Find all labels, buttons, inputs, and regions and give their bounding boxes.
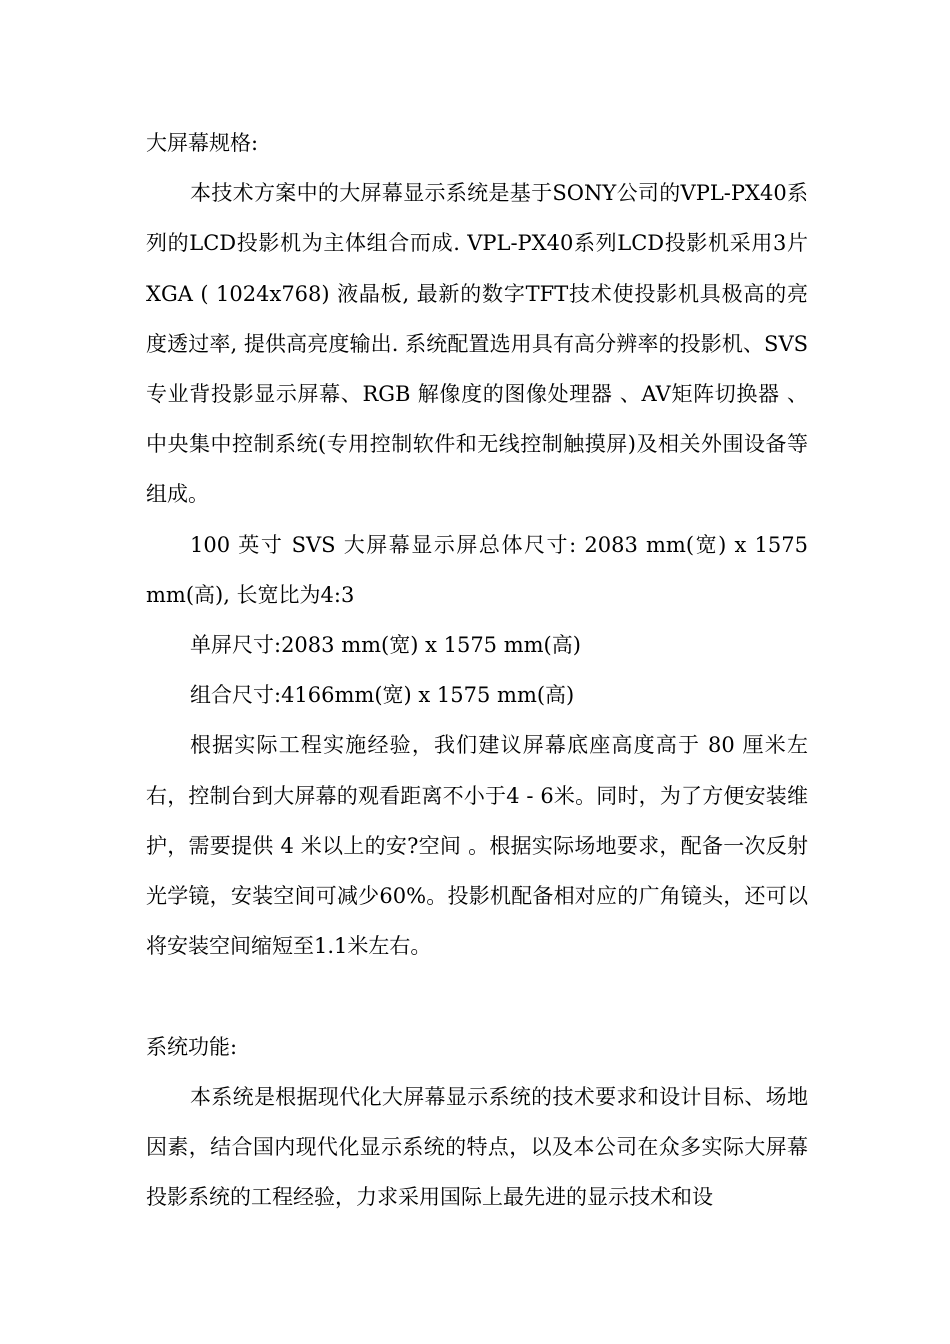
paragraph-system-functions: 本系统是根据现代化大屏幕显示系统的技术要求和设计目标、场地因素，结合国内现代化显示系统的特点，以及本公司在众多实际大屏幕投影系统的工程经验，力求采用国际上最先进的显示技术和设: [146, 1084, 808, 1210]
section-heading-functions: 系统功能:: [146, 1034, 238, 1059]
paragraph-system-overview: 本技术方案中的大屏幕显示系统是基于SONY公司的VPL-PX40系列的LCD投影机为主体组合而成. VPL-PX40系列LCD投影机采用3片XGA ( 1024x768) 液晶板, 最新的数字TFT技术使投影机具极高的亮度透过率, 提供高亮度输出. 系统配置选用具有高分辨率的投影机、SVS 专业背投影显示屏幕、RGB 解像度的图像处理器 、AV矩阵切换器 、中央集中控制系统(专用控制软件和无线控制触摸屏)及相关外围设备等组成。: [146, 181, 808, 507]
section-heading-specs: 大屏幕规格:: [146, 131, 259, 155]
paragraph-combined-size: 组合尺寸:4166mm(宽) x 1575 mm(高): [190, 683, 575, 708]
section-spacer: [146, 971, 808, 1021]
paragraph-overall-size: 100 英寸 SVS 大屏幕显示屏总体尺寸: 2083 mm(宽) x 1575 mm(高), 长宽比为4:3: [146, 532, 808, 607]
document-body: [146, 118, 808, 1222]
paragraph-single-screen-size: 单屏尺寸:2083 mm(宽) x 1575 mm(高): [190, 633, 581, 658]
paragraph-installation: 根据实际工程实施经验，我们建议屏幕底座高度高于 80 厘米左右，控制台到大屏幕的观看距离不小于4 - 6米。同时，为了方便安装维护，需要提供 4 米以上的安?空间 。根据实际场地要求，配备一次反射光学镜，安装空间可减少60%。投影机配备相对应的广角镜头，还可以将安装空间缩短至1.1米左右。: [146, 733, 808, 959]
